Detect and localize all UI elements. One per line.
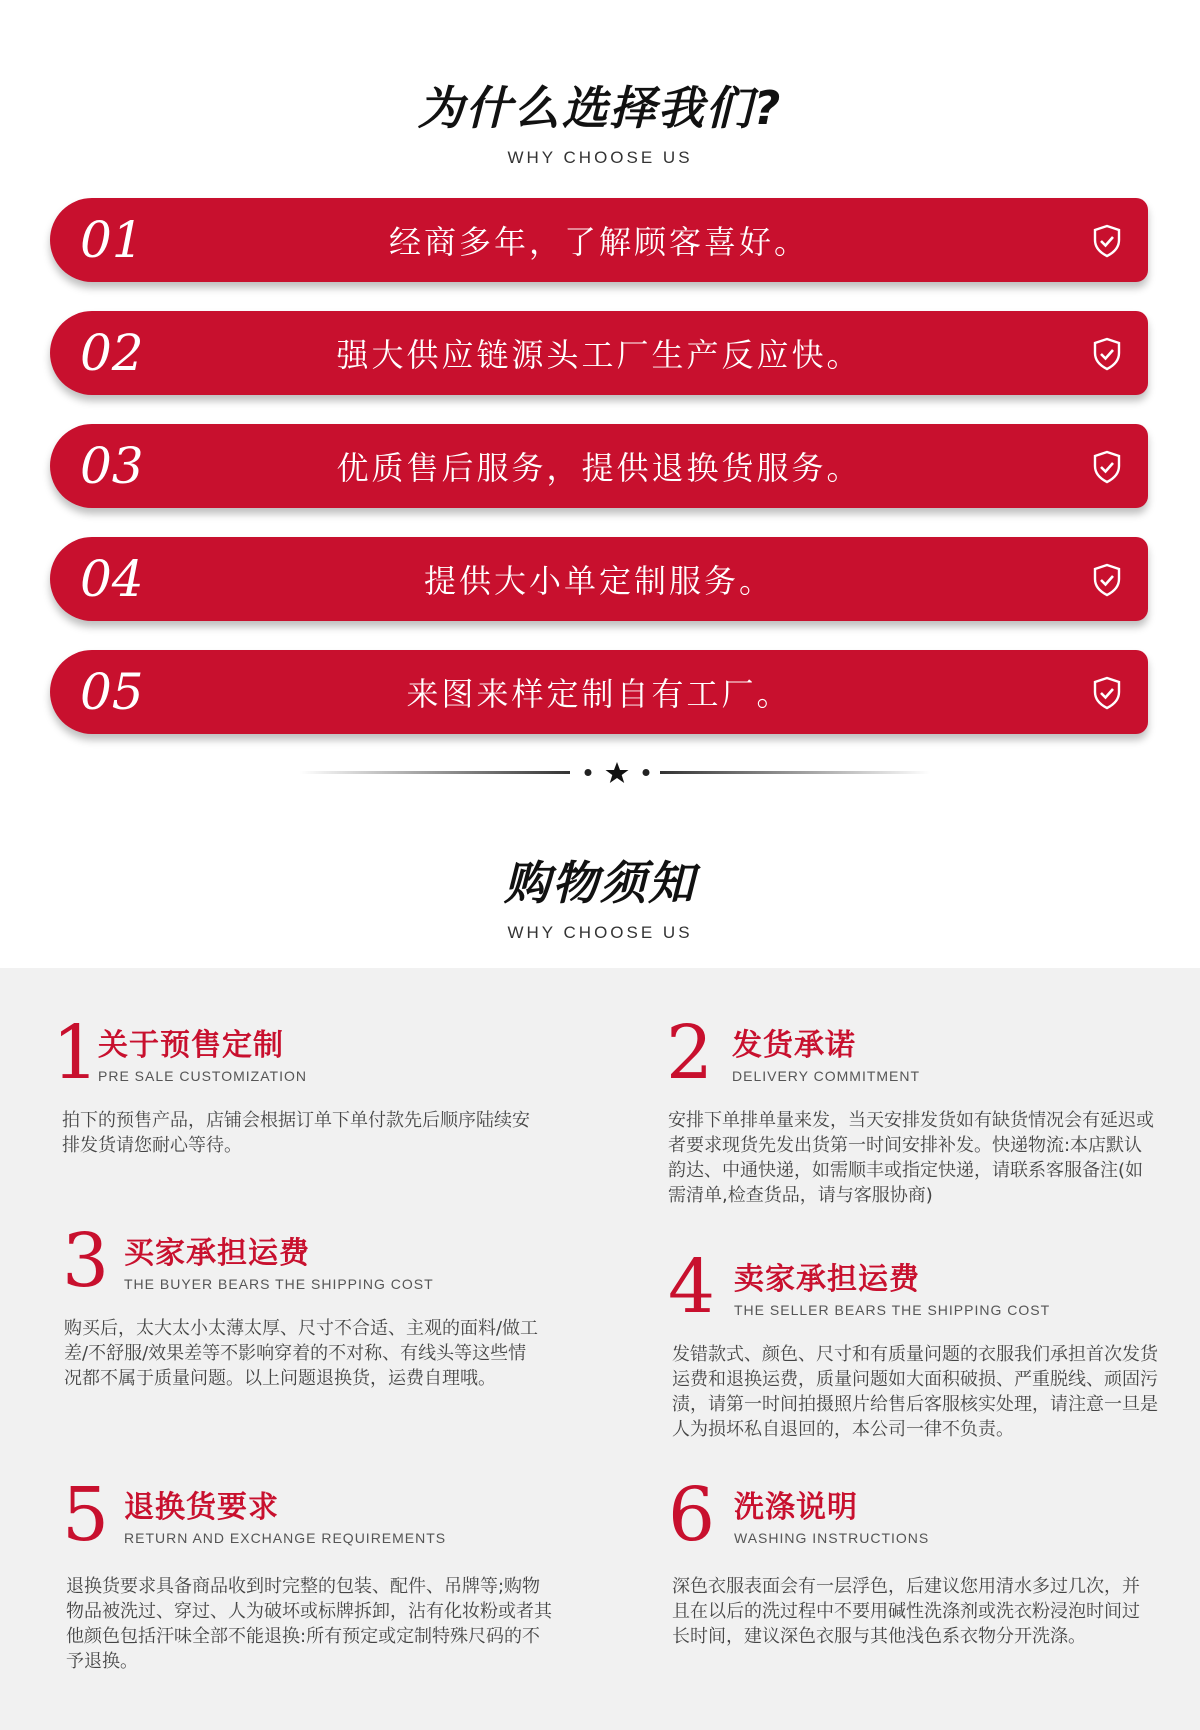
notice-subtitle: PRE SALE CUSTOMIZATION (98, 1068, 307, 1084)
reason-number: 05 (80, 663, 144, 721)
notice-title: 发货承诺 (732, 1028, 856, 1063)
notice-body: 购买后，太大太小太薄太厚、尺寸不合适、主观的面料/做工差/不舒服/效果差等不影响穿着的不对称、有线头等这些情况都不属于质量问题。以上问题退换货，运费自理哦。 (64, 1318, 539, 1389)
notice-title: 关于预售定制 (98, 1028, 284, 1063)
notice-subtitle: THE BUYER BEARS THE SHIPPING COST (124, 1276, 434, 1292)
notice-item-1 (52, 1010, 532, 1176)
shopping-title-cn: 购物须知 (504, 856, 696, 910)
reason-bar-4 (50, 537, 1148, 621)
reason-text: 来图来样定制自有工厂。 (406, 675, 792, 713)
notice-title: 卖家承担运费 (734, 1262, 920, 1297)
shopping-notice-heading (0, 847, 1200, 943)
shield-check-icon (1092, 563, 1122, 597)
reason-number: 01 (80, 211, 144, 269)
notice-item-4 (668, 1244, 1158, 1470)
star-divider (0, 758, 1200, 788)
notice-number: 1 (52, 1010, 100, 1096)
reason-text: 提供大小单定制服务。 (423, 562, 774, 600)
notice-item-5 (62, 1472, 552, 1678)
notice-subtitle: RETURN AND EXCHANGE REQUIREMENTS (124, 1530, 447, 1546)
reason-number: 04 (80, 550, 144, 608)
notice-body: 拍下的预售产品，店铺会根据订单下单付款先后顺序陆续安排发货请您耐心等待。 (62, 1110, 530, 1156)
notice-subtitle: WASHING INSTRUCTIONS (734, 1530, 930, 1546)
reason-number: 03 (80, 437, 144, 495)
why-title-cn: 为什么选择我们? (417, 81, 783, 135)
notice-title: 退换货要求 (124, 1490, 279, 1525)
shield-check-icon (1092, 224, 1122, 258)
why-title-en: WHY CHOOSE US (507, 148, 693, 167)
shield-check-icon (1092, 676, 1122, 710)
notice-number: 2 (666, 1010, 714, 1096)
reason-text: 强大供应链源头工厂生产反应快。 (336, 336, 862, 374)
reason-bar-1 (50, 198, 1148, 282)
notice-title: 买家承担运费 (124, 1236, 310, 1271)
shield-check-icon (1092, 450, 1122, 484)
reason-bar-5 (50, 650, 1148, 734)
notice-body: 发错款式、颜色、尺寸和有质量问题的衣服我们承担首次发货运费和退换运费，质量问题如大面积破损、严重脱线、顽固污渍，请第一时间拍摄照片给售后客服核实处理，请注意一旦是人为损坏私自退回的，本公司一律不负责。 (672, 1344, 1158, 1440)
shopping-title-en: WHY CHOOSE US (507, 923, 693, 942)
notice-number: 6 (668, 1472, 716, 1558)
notice-body: 安排下单排单量来发，当天安排发货如有缺货情况会有延迟或者要求现货先发出货第一时间安排补发。快递物流:本店默认韵达、中通快递，如需顺丰或指定快递，请联系客服备注(如需清单,检查货品，请与客服协商) (668, 1110, 1154, 1206)
notice-number: 4 (668, 1244, 716, 1330)
reason-text: 经商多年，了解顾客喜好。 (388, 223, 809, 261)
reason-bar-2 (50, 311, 1148, 395)
notice-number: 5 (62, 1472, 110, 1558)
shield-check-icon (1092, 337, 1122, 371)
notice-body: 退换货要求具备商品收到时完整的包装、配件、吊牌等;购物物品被洗过、穿过、人为破坏或标牌拆卸，沾有化妆粉或者其他颜色包括汗味全部不能退换:所有预定或定制特殊尺码的不予退换。 (66, 1576, 552, 1672)
notice-subtitle: THE SELLER BEARS THE SHIPPING COST (734, 1302, 1051, 1318)
notice-subtitle: DELIVERY COMMITMENT (732, 1068, 921, 1084)
notice-number: 3 (62, 1218, 110, 1304)
reason-bar-3 (50, 424, 1148, 508)
star-icon (606, 762, 629, 783)
why-choose-us-heading (0, 72, 1200, 168)
notice-item-6 (668, 1472, 1158, 1678)
reason-text: 优质售后服务，提供退换货服务。 (336, 449, 862, 487)
notice-title: 洗涤说明 (734, 1490, 858, 1525)
notice-body: 深色衣服表面会有一层浮色，后建议您用清水多过几次，并且在以后的洗过程中不要用碱性洗涤剂或洗衣粉浸泡时间过长时间，建议深色衣服与其他浅色系衣物分开洗涤。 (672, 1576, 1140, 1647)
reason-number: 02 (80, 324, 144, 382)
notice-item-2 (666, 1010, 1156, 1226)
notice-item-3 (62, 1218, 542, 1424)
